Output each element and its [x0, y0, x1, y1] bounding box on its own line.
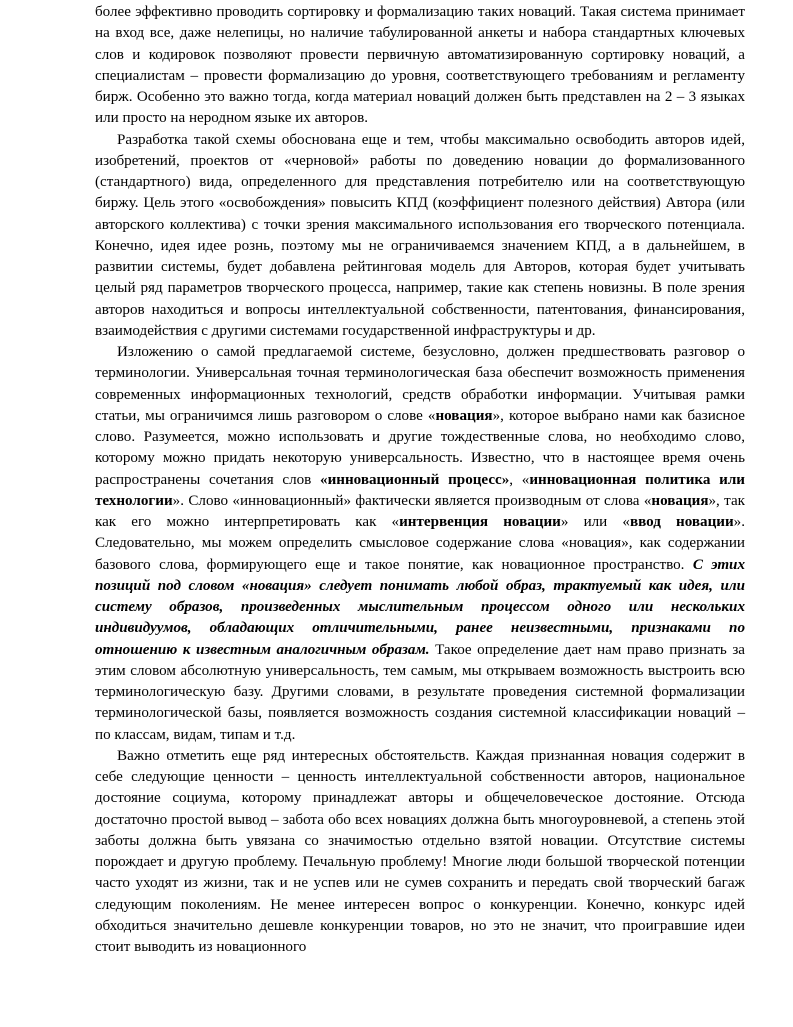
definition-emphasis: С этих позиций под словом «новация» следует понимать любой образ, трактуемый как идея, или систему образов, произведенных мыслительным процессом одного или нескольких индивидуумов, обладающих отличительными, ранее неизвестными, признаками по отношению к известным аналогичным образам.	[95, 556, 745, 658]
paragraph	[95, 746, 745, 959]
document-page	[95, 0, 745, 958]
text-run: ». Следовательно, мы можем определить смысловое содержание слова «новация», как содержании базового слова, формирующего еще и такое понятие, как новационное пространство.	[95, 514, 745, 573]
paragraph	[95, 342, 745, 746]
text-run: более эффективно проводить сортировку и формализацию таких новаций. Такая система принимает на вход все, даже нелепицы, но наличие табулированной анкеты и набора стандартных ключевых слов и кодировок позволяют провести первичную автоматизированную сортировку новаций, а специалистам – провести формализацию до уровня, соответствующего требованиям и регламенту бирж. Особенно это важно тогда, когда материал новаций должен быть представлен на 2 – 3 языках или просто на неродном языке их авторов.	[95, 4, 745, 127]
text-run: Разработка такой схемы обоснована еще и тем, чтобы максимально освободить авторов идей, изобретений, проектов от «черновой» работы по доведению новации до формализованного (стандартного) вида, определенного для представления потребителю или на соответствующую биржу. Цель этого «освобождения» повысить КПД (коэффициент полезного действия) Автора (или авторского коллектива) с точки зрения максимального использования его творческого потенциала. Конечно, идея идее рознь, поэтому мы не ограничиваемся значением КПД, а в дальнейшем, в развитии системы, будет добавлена рейтинговая модель для Авторов, которая будет учитывать целый ряд параметров творческого процесса, например, такие как степень новизны. В поле зрения авторов находиться и вопросы интеллектуальной собственности, патентования, финансирования, взаимодействия с другими системами государственной инфраструктуры и др.	[95, 131, 745, 339]
text-run: , «	[509, 471, 530, 488]
text-run: Такое определение дает нам право признать за этим словом абсолютную универсальность, тем самым, мы открываем возможность выстроить всю терминологическую базу. Другими словами, в результате проведения системной формализации терминологической базы, появляется возможность создания системной классификации новаций – по классам, видам, типам и т.д.	[95, 641, 745, 743]
bold-term: ввод новации	[629, 514, 734, 530]
text-run: ». Слово «инновационный» фактически является производным от слова «	[172, 492, 652, 509]
text-run: Изложению о самой предлагаемой системе, безусловно, должен предшествовать разговор о терминологии. Универсальная точная терминологическая база обеспечит возможность применения современных информационных технологий, средств обработки информации. Учитывая рамки статьи, мы ограничимся лишь разговором о слове «	[95, 344, 745, 424]
paragraph	[95, 2, 745, 130]
bold-term: интервенция новации	[399, 514, 561, 530]
bold-term: инновационная политика или технологии	[95, 471, 745, 509]
paragraph	[95, 130, 745, 343]
text-run: » или «	[560, 514, 630, 530]
text-run: », так как его можно интерпретировать как «	[95, 492, 745, 530]
bold-term: новация	[651, 492, 709, 509]
bold-term: новация	[435, 407, 493, 424]
text-run: Важно отметить еще ряд интересных обстоятельств. Каждая признанная новация содержит в себе следующие ценности – ценность интеллектуальной собственности авторов, национальное достояние социума, которому принадлежат авторы и общечеловеческое достояние. Отсюда достаточно простой вывод – забота обо всех новациях должна быть многоуровневой, а степень этой заботы должна быть увязана со значимостью отдельно взятой новации. Отсутствие системы порождает и другую проблему. Печальную проблему! Многие люди большой творческой потенции часто уходят из жизни, так и не успев или не сумев сохранить и передать свой творческий багаж следующим поколениям. Не менее интересен вопрос о конкуренции. Конечно, конкурс идей обходиться значительно дешевле конкуренции товаров, но это не значит, что проигравшие идеи стоит выводить из новационного	[95, 747, 745, 955]
text-run: », которое выбрано нами как базисное слово. Разумеется, можно использовать и другие тождественные слова, но необходимо слово, которому можно придать некоторую универсальность. Известно, что в настоящее время очень распространены сочетания слов	[95, 407, 745, 488]
bold-term: «инновационный процесс»	[320, 471, 510, 488]
